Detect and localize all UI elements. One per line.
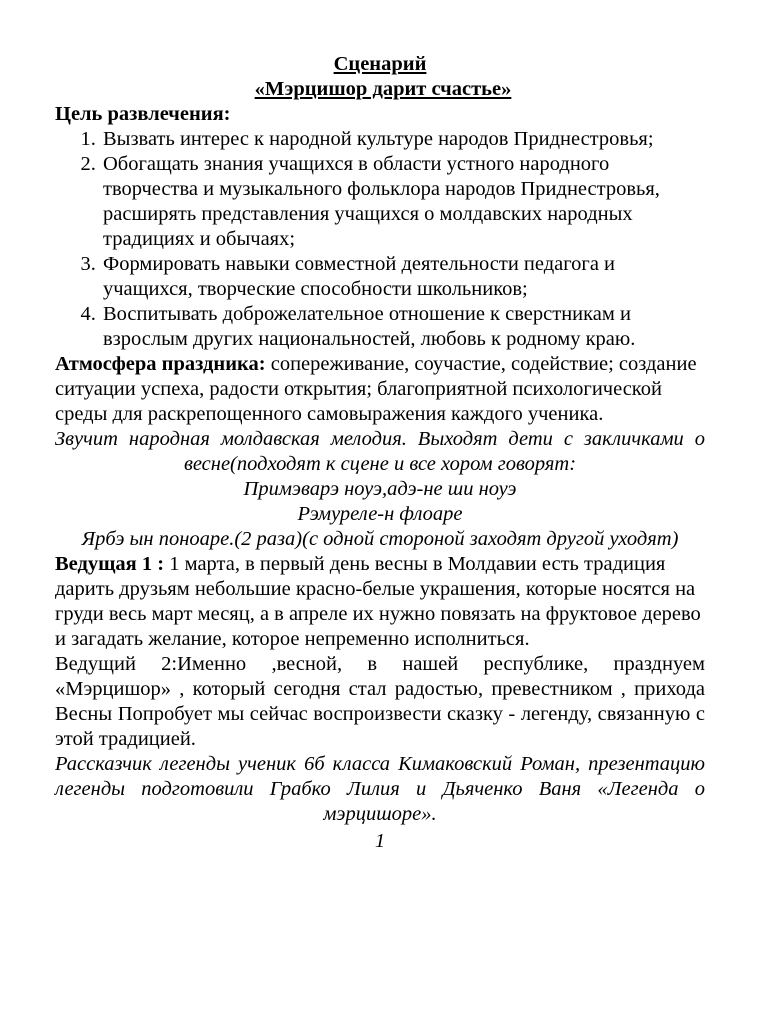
page-subtitle: «Мэрцишор дарит счастье»: [254, 78, 512, 100]
narrator-paragraph: Рассказчик легенды ученик 6б класса Кимаковский Роман, презентацию легенды подготовили Грабко Лилия и Дьяченко Ваня «Легенда о мэрцишоре».: [55, 753, 705, 825]
page-title: Сценарий: [333, 53, 427, 75]
stage-direction: Звучит народная молдавская мелодия. Выходят дети с закличками о весне(подходят к сцене и все хором говорят:: [55, 428, 705, 475]
goal-item-1: 1. Вызвать интерес к народной культуре народов Приднестровья;: [101, 127, 705, 152]
host1-paragraph: [55, 552, 705, 652]
atmosphere-text: сопереживание, соучастие, содействие; создание ситуации успеха, радости открытия; благоприятной психологической среды для раскрепощенного самовыражения каждого ученика.: [55, 353, 697, 425]
goal-item-2: 2. Обогащать знания учащихся в области устного народного творчества и музыкального фольклора народов Приднестровья, расширять представления учащихся о молдавских народных традициях и обычаях;: [101, 152, 705, 252]
goal-heading: Цель развлечения:: [55, 103, 231, 125]
chant-line-3: Ярбэ ын поноаре.(2 раза)(с одной стороной заходят другой уходят): [81, 528, 679, 550]
goal-item-4: 4. Воспитывать доброжелательное отношение к сверстникам и взрослым других национальностей, любовь к родному краю.: [101, 302, 705, 352]
chant-line-1: Примэварэ ноуэ,адэ-не ши ноуэ: [243, 478, 517, 500]
host2-paragraph: Ведущий 2:Именно ,весной, в нашей республике, празднуем «Мэрцишор» , который сегодня стал радостью, превестником , прихода Весны Попробует мы сейчас воспроизвести сказку - легенду, связанную с этой традицией.: [55, 653, 705, 750]
atmosphere-paragraph: [55, 352, 705, 427]
chant-line-2: Рэмуреле-н флоаре: [297, 503, 463, 525]
atmosphere-label: Атмосфера праздника:: [55, 353, 266, 375]
goals-list: [55, 127, 705, 352]
host1-text: 1 марта, в первый день весны в Молдавии есть традиция дарить друзьям небольшие красно-белые украшения, которые носятся на груди весь март месяц, а в апреле их нужно повязать на фруктовое дерево и загадать желание, которое непременно исполниться.: [55, 553, 701, 650]
page-number: 1: [374, 830, 386, 852]
document-page: [55, 52, 705, 854]
goal-item-3: 3. Формировать навыки совместной деятельности педагога и учащихся, творческие способности школьников;: [101, 252, 705, 302]
host1-label: Ведущая 1 :: [55, 553, 165, 575]
